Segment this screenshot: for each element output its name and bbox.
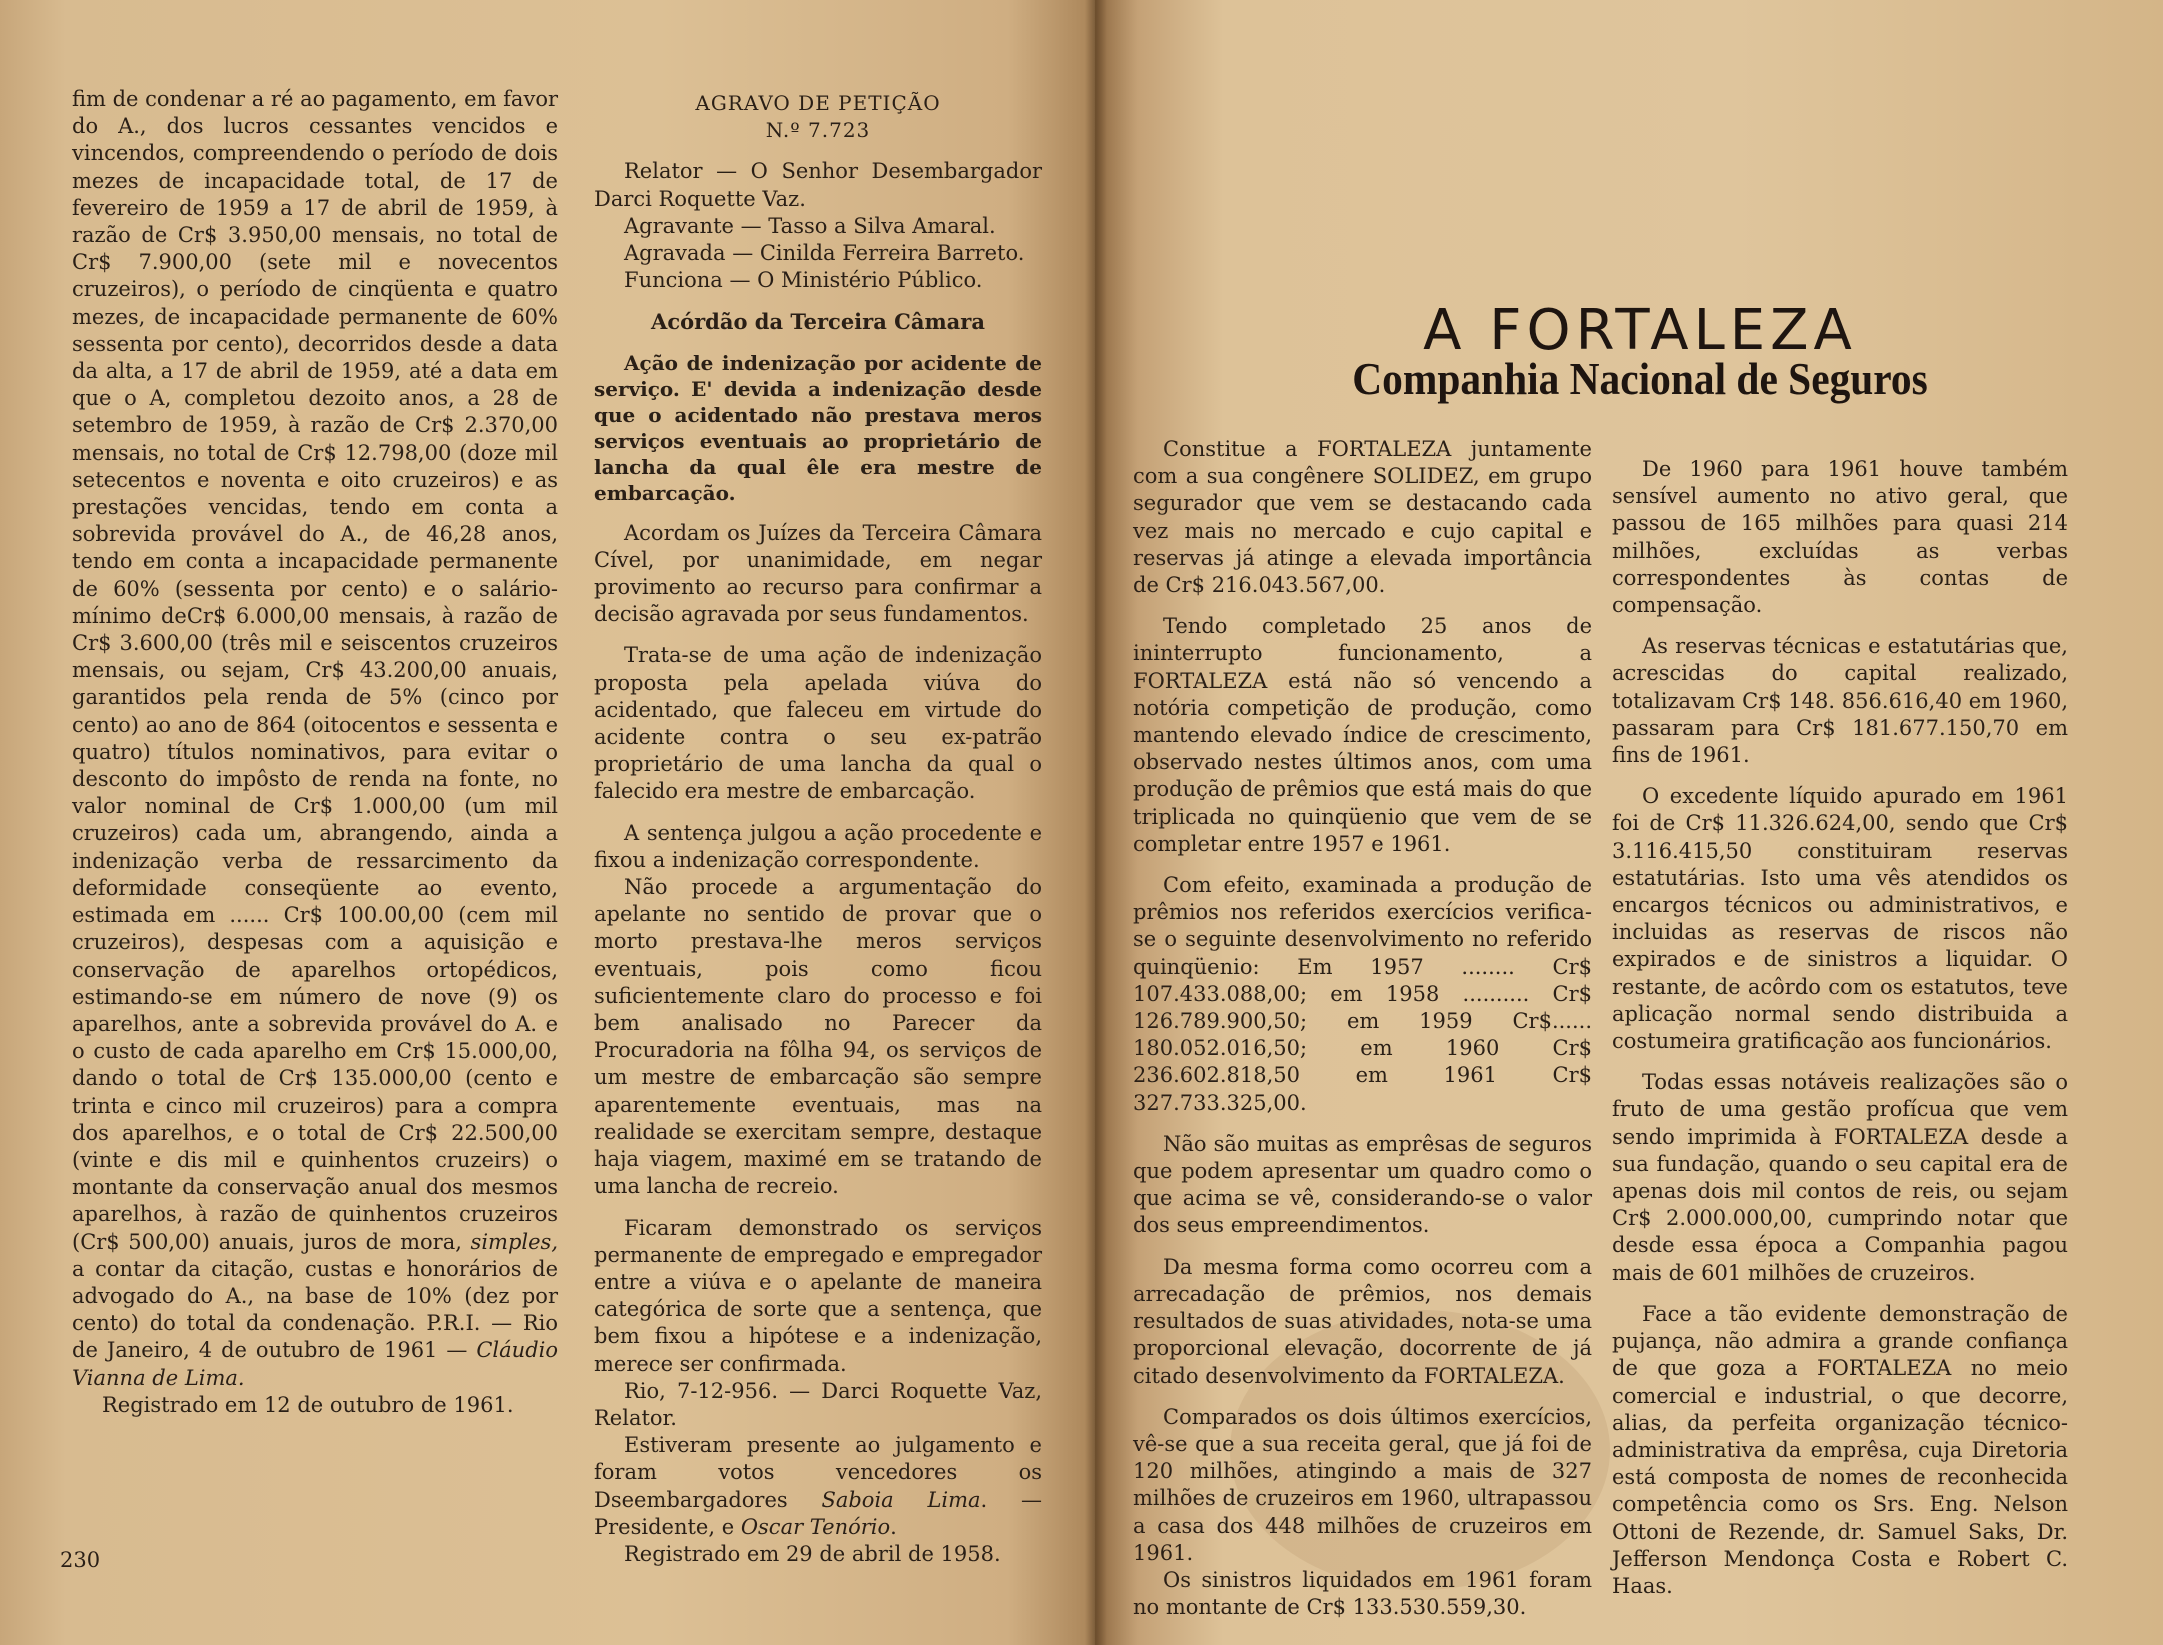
- judgment-text: fim de condenar a ré ao pagamento, em favor do A., dos lucros cessantes vencidos e vincendos, compreendendo o período de dois mezes de incapacidade total, de 17 de fevereiro de 1959 a 17 de abril de 1959, à razão de Cr$ 3.950,00 mensais, no total de Cr$ 7.900,00 (sete mil e novecentos cruzeiros), o período de cinqüenta e quatro mezes, de incapacidade permanente de 60% sessenta por cento), decorridos desde a data da alta, a 17 de abril de 1959, até a data em que o A, completou dezoito anos, a 28 de setembro de 1959, à razão de Cr$ 2.370,00 mensais, no total de Cr$ 12.798,00 (doze mil setecentos e noventa e oito cruzeiros) e as prestações vencidas, tendo em conta a sobrevida provável do A., de 46,28 anos, tendo em conta a incapacidade permanente de 60% (sessenta por cento) e o salário-mínimo deCr$ 6.000,00 mensais, à razão de Cr$ 3.600,00 (três mil e seiscentos cruzeiros mensais, ou sejam, Cr$ 43.200,00 anuais, garantidos pela renda de 5% (cinco por cento) ao ano de 864 (oitocentos e sessenta e quatro) títulos nominativos, para evitar o desconto do impôsto de renda na fonte, no valor nominal de Cr$ 1.000,00 (um mil cruzeiros) cada um, abrangendo, ainda a indenização verba de ressarcimento da deformidade conseqüente ao evento, estimada em ...... Cr$ 100.00,00 (cem mil cruzeiros), despesas com a aquisição e conservação de aparelhos ortopédicos, estimando-se em número de nove (9) os aparelhos, ante a sobrevida provável do A. e o custo de cada aparelho em Cr$ 15.000,00, dando o total de Cr$ 135.000,00 (cento e trinta e cinco mil cruzeiros) para a compra dos aparelhos, e o total de Cr$ 22.500,00 (vinte e dis mil e quinhentos cruzeirs) o montante da conservação anual dos mesmos aparelhos, à razão de quinhentos cruzeiros (Cr$ 500,00) anuais, juros de mora, simples, a contar da citação, custas e honorários de advogado do A., na base de 10% (dez por cento) do total da condenação. P.R.I. — Rio de Janeiro, 4 de outubro de 1961 — Cláudio Vianna de Lima.: [72, 87, 558, 1390]
- relator-line: Relator — O Senhor Desembargador Darci Roquette Vaz.: [594, 159, 1042, 211]
- paragraph: Rio, 7-12-956. — Darci Roquette Vaz, Relator.: [594, 1378, 1042, 1430]
- paragraph: Os sinistros liquidados em 1961 foram no montante de Cr$ 133.530.559,30.: [1133, 1567, 1592, 1620]
- paragraph: Constitue a FORTALEZA juntamente com a sua congênere SOLIDEZ, em grupo segurador que vem se destacando cada vez mais no mercado e cujo capital e reservas já atinge a elevada importância de Cr$ 216.043.567,00.: [1133, 437, 1592, 598]
- paragraph: Todas essas notáveis realizações são o fruto de uma gestão profícua que vem sendo imprimida à FORTALEZA desde a sua fundação, quando o seu capital era de apenas dois mil contos de reis, ou sejam Cr$ 2.000.000,00, cumprindo notar que desde essa época a Companhia pagou mais de 601 milhões de cruzeiros.: [1612, 1070, 2068, 1285]
- agravada-line: Agravada — Cinilda Ferreira Barreto.: [624, 241, 1025, 266]
- page-number: 230: [60, 1548, 101, 1572]
- book-gutter: [1085, 0, 1107, 1645]
- section-number: N.º 7.723: [765, 118, 871, 143]
- paragraph: Com efeito, examinada a produção de prêmios nos referidos exercícios verifica-se o seguinte desenvolvimento no referido quinqüenio: Em 1957 ........ Cr$ 107.433.088,00; em 1958 .......... Cr$ 126.789.900,50; em 1959 Cr$...... 180.052.016,50; em 1960 Cr$ 236.602.818,50 em 1961 Cr$ 327.733.325,00.: [1133, 873, 1592, 1115]
- paragraph: Trata-se de uma ação de indenização proposta pela apelada viúva do acidentado, que faleceu em virtude do acidente contra o seu ex-patrão proprietário de uma lancha da qual o falecido era mestre de embarcação.: [594, 643, 1042, 804]
- acordao-heading: Acórdão da Terceira Câmara: [651, 309, 985, 335]
- paragraph: O excedente líquido apurado em 1961 foi de Cr$ 11.326.624,00, sendo que Cr$ 3.116.415,50 constituiram reservas estatutárias. Isto uma vês atendidos os encargos técnicos ou administrativos, e incluidas as reservas de riscos não expirados e de sinistros a liquidar. O restante, de acôrdo com os estatutos, teve aplicação normal sendo distribuida a costumeira gratificação aos funcionários.: [1612, 784, 2068, 1054]
- agravante-line: Agravante — Tasso a Silva Amaral.: [624, 213, 996, 238]
- case-summary: Ação de indenização por acidente de serviço. E' devida a indenização desde que o acidentado não prestava meros serviços eventuais ao proprietário de lancha da qual êle era mestre de embarcação.: [594, 350, 1042, 505]
- paragraph: As reservas técnicas e estatutárias que, acrescidas do capital realizado, totalizavam Cr$ 148. 856.616,40 em 1960, passaram para Cr$ 181.677.150,70 em fins de 1961.: [1612, 634, 2068, 768]
- paragraph: Não são muitas as emprêsas de seguros que podem apresentar um quadro como o que acima se vê, considerando-se o valor dos seus empreendimentos.: [1133, 1131, 1592, 1238]
- paragraph: Não procede a argumentação do apelante no sentido de provar que o morto prestava-lhe meros serviços eventuais, pois como ficou suficientemente claro do processo e foi bem analisado no Parecer da Procuradoria na fôlha 94, os serviços de um mestre de embarcação são sempre aparentemente eventuais, mas na realidade se exercitam sempre, destaque haja viagem, maximé em se tratando de uma lancha de recreio.: [594, 875, 1042, 1199]
- right-column-2: [1612, 456, 2068, 1600]
- paragraph: Face a tão evidente demonstração de pujança, não admira a grande confiança de que goza a FORTALEZA no meio comercial e industrial, o que decorre, alias, da perfeita organização técnico-administrativa da emprêsa, cuja Diretoria está composta de nomes de reconhecida competência como os Srs. Eng. Nelson Ottoni de Rezende, dr. Samuel Saks, Dr. Jefferson Mendonça Costa e Robert C. Haas.: [1612, 1301, 2068, 1598]
- registration-note: Registrado em 29 de abril de 1958.: [624, 1541, 1001, 1566]
- paragraph: Comparados os dois últimos exercícios, vê-se que a sua receita geral, que já foi de 120 milhões, atingindo a mais de 327 milhões de cruzeiros em 1960, ultrapassou a casa dos 448 milhões de cruzeiros em 1961.: [1133, 1404, 1592, 1565]
- ad-title: A FORTALEZA: [1423, 298, 1857, 363]
- funciona-line: Funciona — O Ministério Público.: [624, 268, 983, 293]
- paragraph: Tendo completado 25 anos de ininterrupto funcionamento, a FORTALEZA está não só vencendo a notória competição de produção, como mantendo elevado índice de crescimento, observado nestes últimos anos, com uma produção de prêmios que está mais do que triplicada no quinqüenio que vem de se completar entre 1957 e 1961.: [1133, 614, 1592, 856]
- ad-subtitle: Companhia Nacional de Seguros: [1352, 353, 1928, 404]
- paragraph: Acordam os Juízes da Terceira Câmara Cível, por unanimidade, em negar provimento ao recurso para confirmar a decisão agravada por seus fundamentos.: [594, 520, 1042, 627]
- paragraph: Ficaram demonstrado os serviços permanente de empregado e empregador entre a viúva e o apelante de maneira categórica de sorte que a sentença, que bem fixou a hipótese e a indenização, merece ser confirmada.: [594, 1215, 1042, 1376]
- registration-note: Registrado em 12 de outubro de 1961.: [102, 1392, 514, 1417]
- paragraph: Da mesma forma como ocorreu com a arrecadação de prêmios, nos demais resultados de suas atividades, nota-se uma proporcional elevação, docorrente de já citado desenvolvimento da FORTALEZA.: [1133, 1254, 1592, 1388]
- left-column-2: [594, 90, 1042, 1568]
- section-title: AGRAVO DE PETIÇÃO: [695, 91, 941, 115]
- paragraph: De 1960 para 1961 houve também sensível aumento no ativo geral, que passou de 165 milhões para quasi 214 milhões, excluídas as verbas correspondentes às contas de compensação.: [1612, 457, 2068, 618]
- paragraph: Estiveram presente ao julgamento e foram votos vencedores os Dseembargadores Saboia Lima. — Presidente, e Oscar Tenório.: [594, 1433, 1042, 1539]
- paragraph: A sentença julgou a ação procedente e fixou a indenização correspondente.: [594, 820, 1042, 872]
- right-column-1: [1133, 436, 1592, 1621]
- left-column-1: [72, 86, 558, 1419]
